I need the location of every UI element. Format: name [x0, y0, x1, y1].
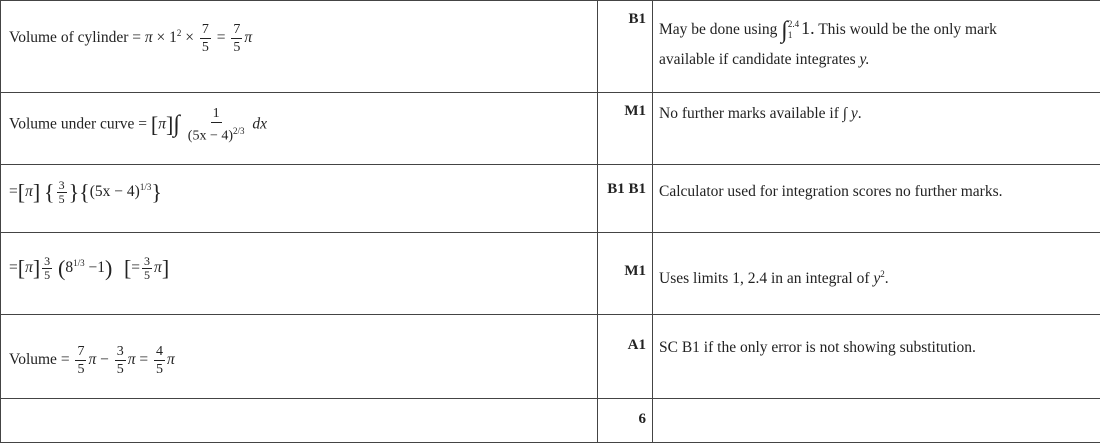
- table-row: [1, 399, 1100, 443]
- table-row: [1, 165, 1100, 233]
- table-row: [1, 1, 1100, 93]
- total-mark: 6: [639, 411, 647, 428]
- table-row: [1, 315, 1100, 399]
- note-text: Calculator used for integration scores no further marks.: [659, 177, 1094, 207]
- mark-cell: [598, 315, 653, 399]
- total-mark-cell: [598, 399, 653, 443]
- note-cell: [653, 233, 1100, 315]
- fraction: $\frac{4}{5}$: [154, 343, 165, 378]
- integrand-fraction: $\frac{1}{(5x - 4)^{2/3}}$: [186, 105, 247, 145]
- note-text: Uses limits 1, 2.4 in an integral of $y^2$.: [659, 259, 1094, 294]
- fraction: $\frac{3}{5}$: [57, 179, 67, 206]
- method-cell: [1, 233, 598, 315]
- integral-sign: ∫: [781, 17, 788, 43]
- method-cylinder: Volume of cylinder = $\pi \times 1^2$ × $\frac{7}{5}$ = $\frac{7}{5}$ π: [9, 21, 252, 56]
- method-cell: [1, 315, 598, 399]
- fraction: $\frac{7}{5}$: [75, 343, 86, 378]
- note-text: May be done using ∫ 2.4 1 1. This would be the only mark available if candidate integrates y.: [659, 13, 1094, 75]
- note-cell: [653, 93, 1100, 165]
- fraction: $\frac{7}{5}$: [231, 21, 242, 56]
- fraction: $\frac{3}{5}$: [42, 255, 52, 282]
- method-volume-under-curve: Volume under curve = [π]∫ $\frac{1}{(5x - 4)^{2/3}}$ dx: [9, 105, 267, 145]
- method-cell: [1, 399, 598, 443]
- note-cell: [653, 315, 1100, 399]
- fraction: $\frac{3}{5}$: [115, 343, 126, 378]
- note-cell: [653, 1, 1100, 93]
- note-cell: [653, 399, 1100, 443]
- mark-label: A1: [628, 337, 646, 354]
- mark-cell: [598, 165, 653, 233]
- table-row: [1, 233, 1100, 315]
- mark-cell: [598, 1, 653, 93]
- method-cell: [1, 165, 598, 233]
- mark-label: B1 B1: [607, 181, 646, 198]
- mark-cell: [598, 233, 653, 315]
- method-cell: [1, 93, 598, 165]
- fraction: $\frac{3}{5}$: [142, 255, 152, 282]
- method-substitution: =[π] $\frac{3}{5}$ $(8^{1/3} -1)$ [= $\frac{3}{5}$ π]: [9, 255, 169, 282]
- method-cell: [1, 1, 598, 93]
- fraction: $\frac{7}{5}$: [200, 21, 211, 56]
- note-text: No further marks available if ∫ y.: [659, 99, 1094, 129]
- mark-label: M1: [624, 263, 646, 280]
- note-text: SC B1 if the only error is not showing substitution.: [659, 333, 1094, 363]
- mark-label: M1: [624, 103, 646, 120]
- mark-label: B1: [628, 11, 646, 28]
- note-cell: [653, 165, 1100, 233]
- method-final-volume: Volume = $\frac{7}{5}$ π − $\frac{3}{5}$ π = $\frac{4}{5}$ π: [9, 343, 175, 378]
- method-antiderivative: =[π] { $\frac{3}{5}$ }$\{(5x - 4)^{1/3}\}$: [9, 179, 162, 206]
- table-row: [1, 93, 1100, 165]
- mark-cell: [598, 93, 653, 165]
